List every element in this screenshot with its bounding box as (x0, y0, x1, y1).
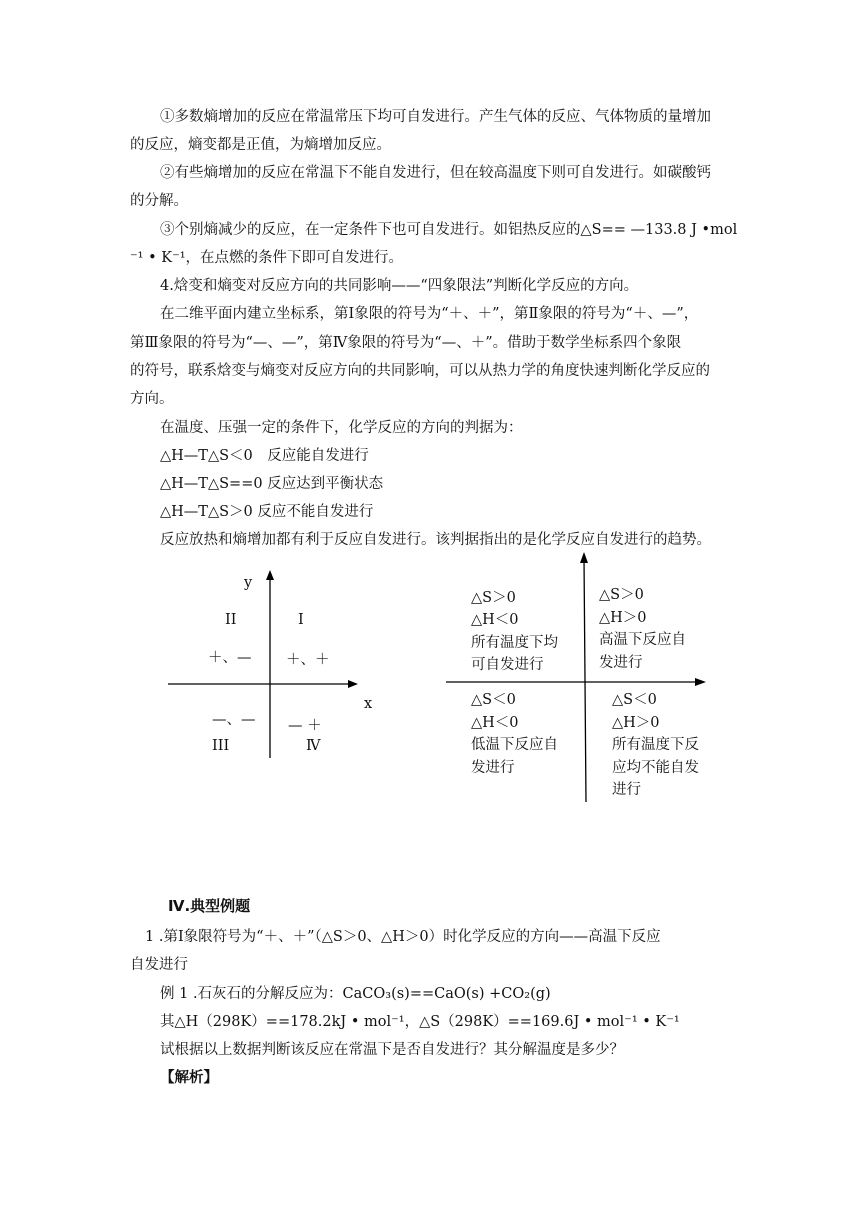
paragraph-7: 反应放热和熵增加都有利于反应自发进行。该判据指出的是化学反应自发进行的趋势。 (160, 532, 711, 548)
quadrant-2-numeral: II (225, 612, 237, 628)
quadrant-3-numeral: III (212, 738, 230, 754)
y-axis-label: y (244, 575, 253, 591)
vertical-axis-line (584, 558, 586, 802)
paragraph-3-line-2: ⁻¹ • K⁻¹，在点燃的条件下即可自发进行。 (130, 250, 404, 266)
bl-line-1: △S＜0 (471, 692, 516, 708)
horizontal-axis-arrow-icon (695, 678, 706, 686)
paragraph-5-line-3: 的符号，联系焓变与熵变对反应方向的共同影响，可以从热力学的角度快速判断化学反应的 (130, 363, 710, 379)
br-line-3: 所有温度下反 (612, 737, 699, 753)
paragraph-1-line-1: ①多数熵增加的反应在常温常压下均可自发进行。产生气体的反应、气体物质的量增加 (160, 109, 711, 125)
criterion-3: △H—T△S＞0 反应不能自发进行 (160, 504, 374, 520)
tl-line-2: △H＜0 (471, 612, 519, 628)
x-axis-arrow-icon (348, 680, 358, 688)
quadrant-1-numeral: I (298, 612, 304, 628)
quadrant-axes (168, 570, 368, 760)
tl-line-3: 所有温度下均 (471, 635, 558, 651)
section-heading: Ⅳ.典型例题 (168, 897, 251, 915)
vertical-axis-arrow-icon (580, 552, 588, 563)
paragraph-2-line-1: ②有些熵增加的反应在常温下不能自发进行，但在较高温度下则可自发进行。如碳酸钙 (160, 165, 711, 181)
quadrant-sign-diagram (168, 570, 373, 760)
bl-line-4: 发进行 (471, 760, 515, 776)
tr-line-2: △H＞0 (599, 610, 647, 626)
paragraph-4: 4.焓变和熵变对反应方向的共同影响——“四象限法”判断化学反应的方向。 (160, 278, 639, 294)
analysis-label: 【解析】 (160, 1069, 218, 1086)
tl-line-4: 可自发进行 (471, 657, 544, 673)
four-quadrant-direction-diagram (446, 552, 716, 804)
paragraph-5-line-4: 方向。 (130, 391, 174, 407)
bl-line-3: 低温下反应自 (471, 737, 558, 753)
bl-line-2: △H＜0 (471, 715, 519, 731)
example-intro-line-1: 1 .第Ⅰ象限符号为“＋、＋”（△S＞0、△H＞0）时化学反应的方向——高温下反应 (145, 929, 661, 945)
example-1-data: 其△H（298K）==178.2kJ • mol⁻¹，△S（298K）==169.6J • mol⁻¹ • K⁻¹ (160, 1014, 680, 1030)
paragraph-5-line-1: 在二维平面内建立坐标系，第Ⅰ象限的符号为“＋、＋”，第Ⅱ象限的符号为“＋、—”， (160, 306, 699, 322)
tr-line-1: △S＞0 (599, 587, 644, 603)
y-axis-arrow-icon (266, 570, 274, 580)
example-intro-line-2: 自发进行 (130, 957, 188, 973)
paragraph-1-line-2: 的反应，熵变都是正值，为熵增加反应。 (130, 137, 391, 153)
criterion-2: △H—T△S==0 反应达到平衡状态 (160, 476, 384, 492)
quadrant-4-signs: — ＋ (288, 718, 322, 734)
br-line-4: 应均不能自发 (612, 760, 699, 776)
quadrant-2-signs: ＋、— (208, 650, 252, 666)
tl-line-1: △S＞0 (471, 590, 516, 606)
paragraph-2-line-2: 的分解。 (130, 193, 188, 209)
tr-line-3: 高温下反应自 (599, 632, 686, 648)
tr-line-4: 发进行 (599, 655, 643, 671)
quadrant-4-numeral: Ⅳ (306, 738, 321, 754)
paragraph-3-line-1: ③个别熵减少的反应，在一定条件下也可自发进行。如铝热反应的△S== —133.8 J •mol (160, 222, 738, 238)
example-1-reaction: 例 1 .石灰石的分解反应为：CaCO₃(s)==CaO(s) +CO₂(g) (160, 986, 551, 1002)
br-line-2: △H＞0 (612, 715, 660, 731)
x-axis-label: x (364, 696, 373, 712)
br-line-1: △S＜0 (612, 692, 657, 708)
example-1-question: 试根据以上数据判断该反应在常温下是否自发进行？其分解温度是多少？ (160, 1042, 624, 1058)
quadrant-1-signs: ＋、＋ (286, 652, 330, 668)
br-line-5: 进行 (612, 782, 641, 798)
quadrant-3-signs: —、— (212, 712, 256, 728)
criterion-1: △H—T△S＜0 反应能自发进行 (160, 448, 369, 464)
paragraph-6: 在温度、压强一定的条件下，化学反应的方向的判据为： (160, 420, 523, 436)
paragraph-5-line-2: 第Ⅲ象限的符号为“—、—”，第Ⅳ象限的符号为“—、＋”。借助于数学坐标系四个象限 (130, 335, 682, 351)
